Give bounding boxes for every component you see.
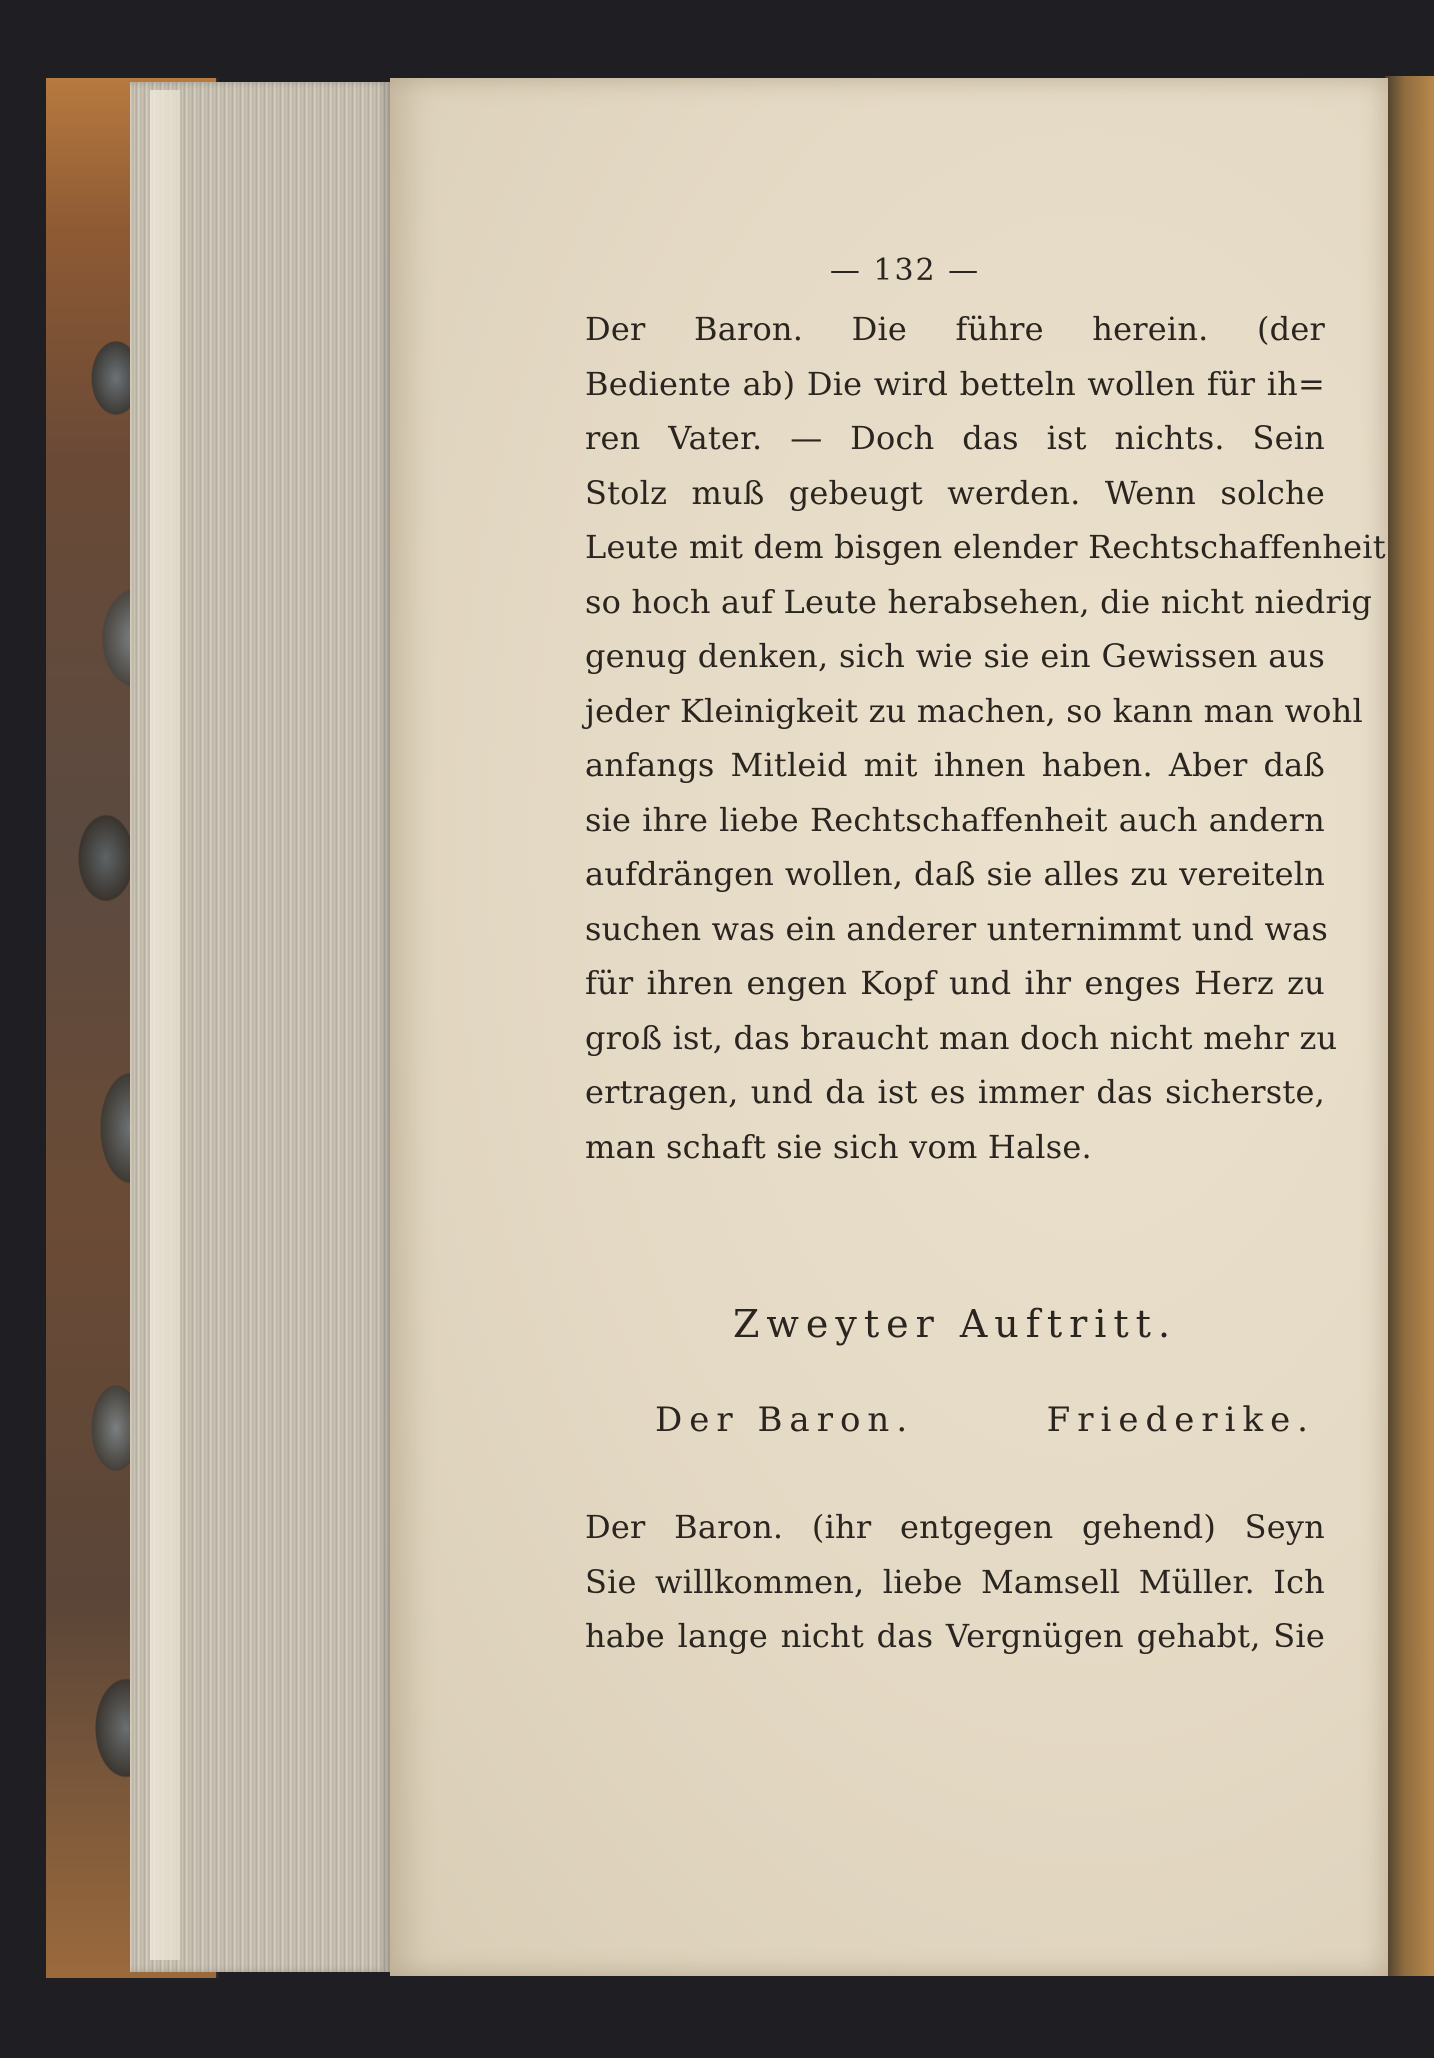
text-line: Sie willkommen, liebe Mamsell Müller. Ich bbox=[585, 1562, 1325, 1601]
text-line: Bediente ab) Die wird betteln wollen für ih= bbox=[585, 364, 1325, 403]
text-line: für ihren engen Kopf und ihr enges Herz zu bbox=[585, 964, 1325, 1002]
page-number: — 132 — bbox=[829, 253, 981, 288]
text-line: man schaft sie sich vom Halse. bbox=[585, 1127, 1092, 1166]
page-text bbox=[585, 253, 1386, 1664]
text-line: genug denken, sich wie sie ein Gewissen aus bbox=[585, 637, 1325, 675]
text-line: habe lange nicht das Vergnügen gehabt, Sie bbox=[585, 1617, 1325, 1655]
character-list bbox=[585, 1392, 1325, 1448]
text-line: Der Baron. (ihr entgegen gehend) Seyn bbox=[585, 1508, 1325, 1546]
speech-baron-1 bbox=[585, 302, 1386, 1174]
text-line: ertragen, und da ist es immer das sicherste, bbox=[585, 1073, 1325, 1111]
text-line: jeder Kleinigkeit zu machen, so kann man wohl bbox=[585, 691, 1363, 730]
text-line: Leute mit dem bisgen elender Rechtschaffenheit bbox=[585, 528, 1386, 566]
right-board-edge bbox=[1385, 76, 1434, 1976]
text-line: suchen was ein anderer unternimmt und was bbox=[585, 909, 1328, 948]
text-line: anfangs Mitleid mit ihnen haben. Aber daß bbox=[585, 746, 1325, 784]
text-line: Der Baron. Die führe herein. (der bbox=[585, 310, 1325, 348]
scene-heading: Zweyter Auftritt. bbox=[732, 1302, 1178, 1346]
character-baron: Der Baron. bbox=[655, 1400, 915, 1440]
text-line: groß ist, das braucht man doch nicht mehr zu bbox=[585, 1018, 1338, 1057]
text-line: ren Vater. — Doch das ist nichts. Sein bbox=[585, 419, 1325, 457]
text-line: so hoch auf Leute herabsehen, die nicht niedrig bbox=[585, 582, 1373, 621]
text-line: aufdrängen wollen, daß sie alles zu vereiteln bbox=[585, 855, 1325, 893]
text-line: Stolz muß gebeugt werden. Wenn solche bbox=[585, 473, 1325, 512]
speech-baron-2 bbox=[585, 1500, 1325, 1664]
character-friederike: Friederike. bbox=[1046, 1400, 1315, 1440]
book-page bbox=[390, 78, 1388, 1976]
page-edge-highlight bbox=[150, 90, 180, 1960]
text-line: sie ihre liebe Rechtschaffenheit auch andern bbox=[585, 800, 1325, 839]
